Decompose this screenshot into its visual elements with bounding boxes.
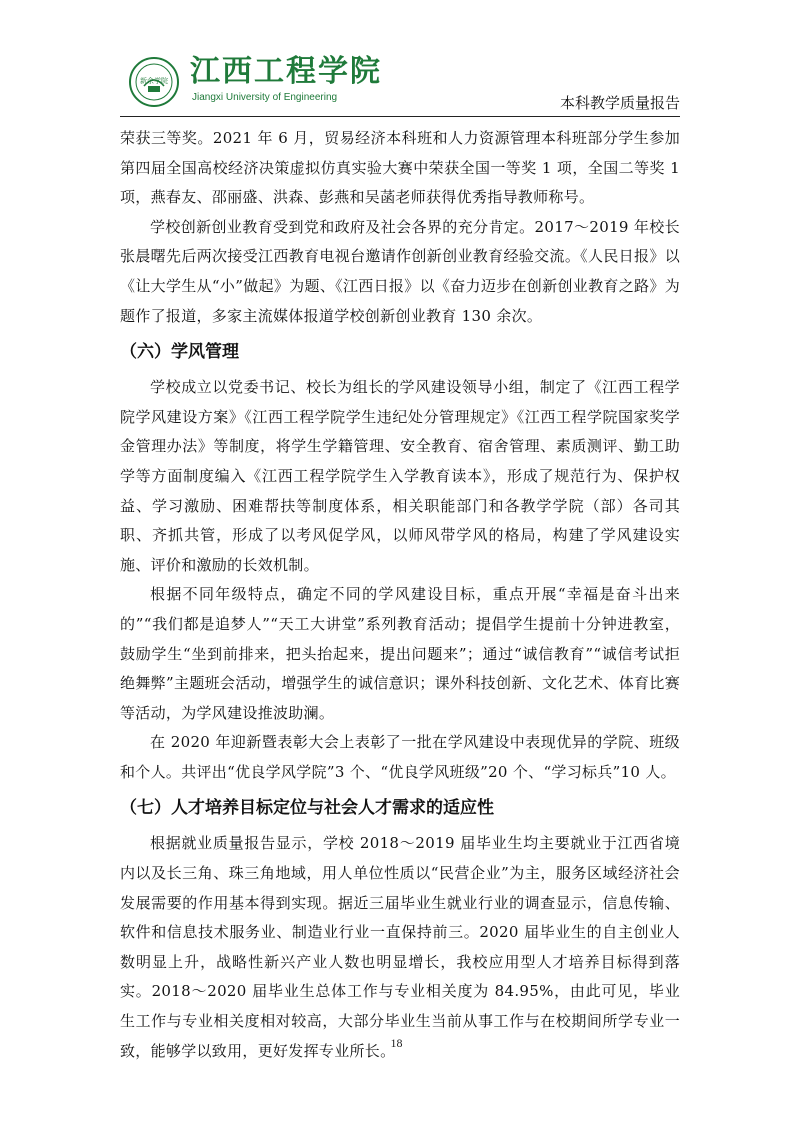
page-content: [120, 124, 680, 1066]
paragraph-commendation: 在 2020 年迎新暨表彰大会上表彰了一批在学风建设中表现优异的学院、班级和个人。共评出“优良学风学院”3 个、“优良学风班级”20 个、“学习标兵”10 人。: [120, 733, 680, 781]
page-header: [120, 48, 680, 116]
paragraph-employment: 根据就业质量报告显示，学校 2018～2019 届毕业生均主要就业于江西省境内以及长三角、珠三角地域，用人单位性质以“民营企业”为主，服务区域经济社会发展需要的作用基本得到实现。据近三届毕业生就业行业的调查显示，信息传输、软件和信息技术服务业、制造业行业一直保持前三。2020 届毕业生的自主创业人数明显上升，战略性新兴产业人数也明显增长，我校应用型人才培养目标得到落实。2018～2020 届毕业生总体工作与专业相关度为 84.95%，由此可见，毕业生工作与专业相关度相对较高，大部分毕业生当前从事工作与在校期间所学专业一致，能够学以致用，更好发挥专业所长。: [120, 834, 680, 1060]
logo-text: 新余学院: [140, 77, 168, 85]
paragraph-awards: 荣获三等奖。2021 年 6 月，贸易经济本科班和人力资源管理本科班部分学生参加第四届全国高校经济决策虚拟仿真实验大赛中荣获全国一等奖 1 项，全国二等奖 1 项，燕春友、邵丽盛、洪森、彭燕和吴菡老师获得优秀指导教师称号。: [120, 129, 680, 207]
paragraph-innovation: 学校创新创业教育受到党和政府及社会各界的充分肯定。2017～2019 年校长张晨曙先后两次接受江西教育电视台邀请作创新创业教育经验交流。《人民日报》以《让大学生从“小”做起》为题、《江西日报》以《奋力迈步在创新创业教育之路》为题作了报道，多家主流媒体报道学校创新创业教育 130 余次。: [120, 217, 680, 325]
section-heading-talent-goal: （七）人才培养目标定位与社会人才需求的适应性: [120, 798, 494, 819]
header-divider: [120, 116, 680, 117]
report-title: 本科教学质量报告: [559, 94, 680, 112]
section-heading-study-style: （六）学风管理: [120, 342, 239, 363]
paragraph-study-style-activities: 根据不同年级特点，确定不同的学风建设目标，重点开展“幸福是奋斗出来的”“我们都是追梦人”“天工大讲堂”系列教育活动；提倡学生提前十分钟进教室，鼓励学生“坐到前排来，把头抬起来，提出问题来”；通过“诚信教育”“诚信考试拒绝舞弊”主题班会活动，增强学生的诚信意识；课外科技创新、文化艺术、体育比赛等活动，为学风建设推波助澜。: [120, 585, 680, 722]
school-emblem-icon: [128, 56, 180, 108]
school-name-en: Jiangxi University of Engineering: [192, 92, 338, 103]
school-name-cn: 江西工程学院: [190, 54, 382, 89]
paragraph-study-style-system: 学校成立以党委书记、校长为组长的学风建设领导小组，制定了《江西工程学院学风建设方案》《江西工程学院学生违纪处分管理规定》《江西工程学院国家奖学金管理办法》等制度，将学生学籍管理、安全教育、宿舍管理、素质测评、勤工助学等方面制度编入《江西工程学院学生入学教育读本》，形成了规范行为、保护权益、学习激励、困难帮扶等制度体系，相关职能部门和各教学学院（部）各司其职、齐抓共管，形成了以考风促学风，以师风带学风的格局，构建了学风建设实施、评价和激励的长效机制。: [120, 378, 680, 574]
page-number: 18: [390, 1036, 403, 1050]
